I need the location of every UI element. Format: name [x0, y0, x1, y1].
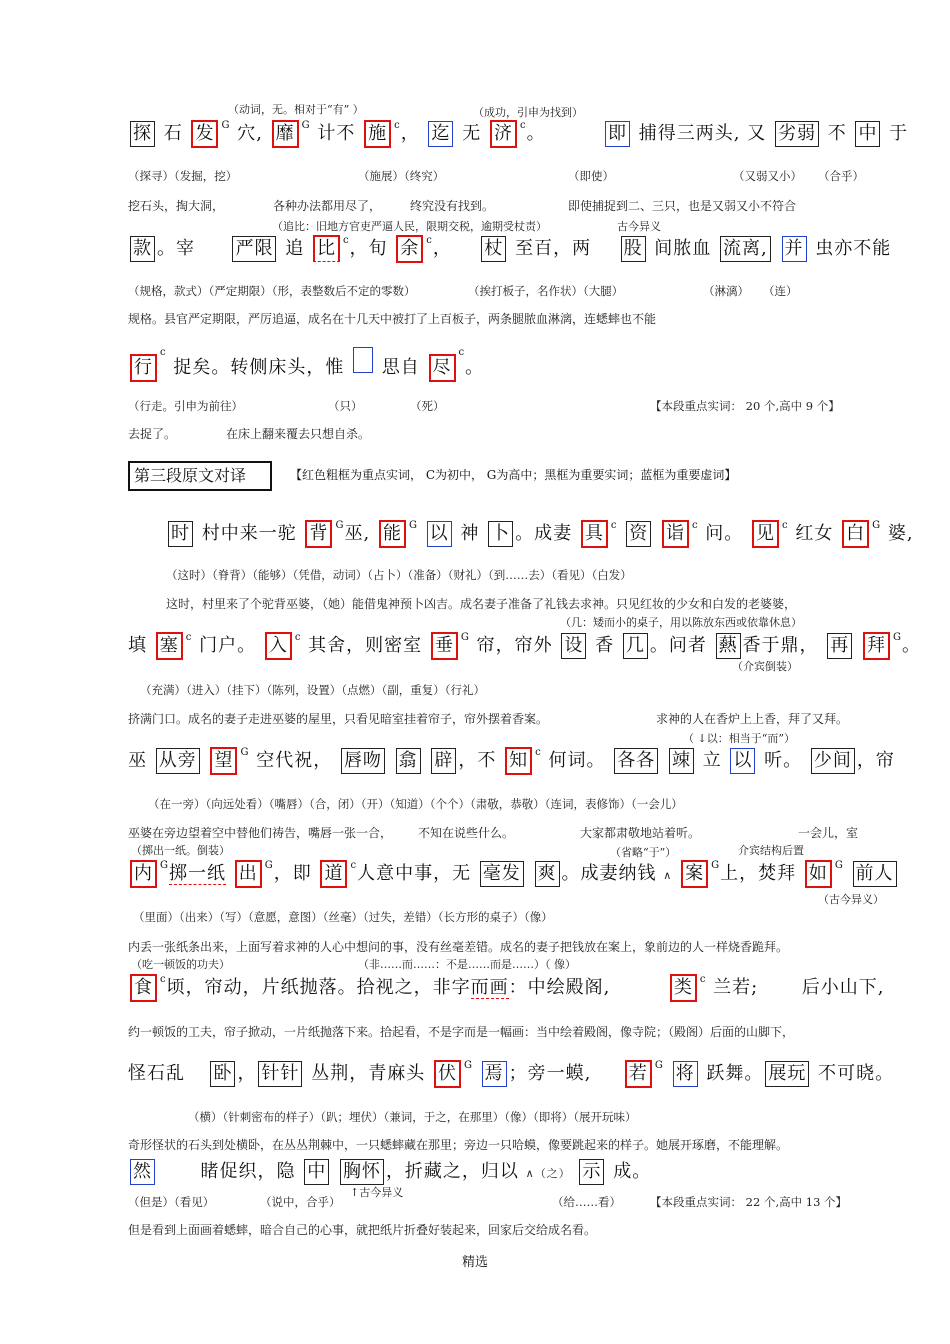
word: 。成妻纳钱 — [561, 863, 657, 884]
word: 从旁 — [156, 748, 200, 774]
word: ，折藏之，归以 — [385, 1161, 519, 1182]
word: ， — [237, 1063, 257, 1084]
word: 成。 — [613, 1161, 652, 1182]
grade-mark: c — [610, 520, 618, 531]
translation-line: 挤满门口。成名的妻子走进巫婆的屋里，只看见暗室挂着帘子，帘外摆着香案。 求神的人在香炉上上香，拜了又拜。 — [128, 712, 849, 726]
grade-mark: G — [654, 1060, 664, 1071]
source-line — [128, 1159, 880, 1185]
grade-mark: c — [426, 235, 433, 246]
grade-mark: G — [463, 1060, 473, 1071]
source-line — [166, 520, 914, 548]
grade-mark: G — [221, 120, 231, 131]
key-word: 内 — [130, 860, 157, 888]
word: 间脓血 — [654, 238, 712, 259]
gloss-line: （横）（针刺密布的样子）（趴；埋伏）（兼词，于之，在那里）（像）（即将）（展开玩味） — [188, 1110, 637, 1124]
key-word: 食 — [130, 974, 157, 1002]
word: 帘，帘外 — [476, 635, 553, 656]
word: 爇 — [716, 633, 741, 659]
grade-mark: c — [342, 235, 350, 246]
annotation: （追比：旧地方官吏严逼人民，限期交税，逾期受杖责） — [272, 220, 547, 233]
word: 不可晓。 — [818, 1063, 895, 1084]
grade-mark: G — [711, 860, 721, 871]
source-line — [128, 1060, 895, 1088]
key-word: 尽 — [429, 354, 456, 382]
word: 。 — [465, 357, 485, 378]
source-line — [128, 747, 895, 775]
gloss-line: （但是）（看见） （说中，合乎） （给……看） 【本段重点实词： 22 个,高中 13 个】 — [128, 1195, 848, 1209]
key-word: 背 — [305, 520, 332, 548]
word: 兰若; — [713, 977, 759, 998]
function-word: 以 — [427, 521, 452, 547]
source-line — [128, 235, 892, 263]
word: 填 — [128, 635, 147, 656]
translation-line: 挖石头，掏大洞， 各种办法都用尽了， 终究没有找到。 即使捕捉到二、三只，也是又弱又小不符合 — [128, 199, 797, 213]
word: 香于鼎， — [742, 635, 819, 656]
annotation: 古今异义 — [617, 220, 661, 233]
gloss-line: （规格，款式）（严定期限）（形，表整数后不定的零数） （挨打板子，名作状）（大腿） （淋漓） （连） — [128, 284, 798, 298]
word: 严限 — [232, 236, 276, 262]
word: 竦 — [669, 748, 694, 774]
word: 穴, — [237, 123, 263, 144]
translation-line: 约一顿饭的工夫，帘子掀动，一片纸抛落下来。拾起看，不是字而是一幅画：当中绘着殿阁，像寺院；（殿阁）后面的山脚下， — [128, 1025, 795, 1039]
key-word: 类 — [670, 974, 697, 1002]
omitted-word: （之） — [534, 1167, 571, 1180]
key-word: 行 — [130, 354, 157, 382]
key-word: 靡 — [272, 120, 299, 148]
word: 空代祝， — [256, 750, 333, 771]
word: 展玩 — [765, 1061, 809, 1087]
word: 。 — [526, 123, 546, 144]
word: 资 — [626, 521, 651, 547]
word: 卧 — [210, 1061, 235, 1087]
annotation: （非……而……：不是……而是……）（ 像） — [358, 958, 576, 971]
grade-mark: G — [301, 120, 311, 131]
grade-mark: G — [160, 860, 169, 871]
word: 后小山下, — [801, 977, 885, 998]
annotation: （ ↓以：相当于“而”） — [683, 732, 795, 745]
key-word: 伏 — [434, 1060, 461, 1088]
grade-mark: c — [519, 120, 527, 131]
function-word-blank — [353, 347, 373, 373]
word: 顷，帘动，片纸抛落。拾视之，非字 — [166, 977, 471, 998]
key-word: 余 — [396, 235, 423, 263]
word: 前人 — [853, 861, 897, 887]
key-word: 如 — [805, 860, 832, 888]
word: 。问者 — [649, 635, 707, 656]
grade-mark: c — [160, 347, 167, 358]
word: 婆, — [887, 523, 914, 544]
annotation: （动词，无。相对于“有” ） — [228, 103, 364, 116]
word: 至百，两 — [515, 238, 592, 259]
word: 丛荆，青麻头 — [311, 1063, 426, 1084]
word: 。 — [902, 635, 922, 656]
grade-mark: G — [893, 632, 903, 643]
word: ，不 — [458, 750, 497, 771]
grade-mark: c — [699, 974, 707, 985]
word: 跃舞。 — [706, 1063, 764, 1084]
translation-line: 内丢一张纸条出来，上面写着求神的人心中想问的事，没有丝毫差错。成名的妻子把钱放在案上，象前边的人一样烧香跪拜。 — [128, 940, 789, 954]
word: ，帘 — [856, 750, 895, 771]
key-word: 出 — [235, 860, 262, 888]
section-title: 第三段原文对译 — [128, 461, 272, 491]
word: 流离, — [720, 236, 771, 262]
source-line — [128, 120, 909, 148]
word: ， — [400, 123, 420, 144]
function-word: 即 — [605, 121, 630, 147]
annotation: 介宾结构后置 — [738, 844, 804, 857]
word: 中事，无 — [395, 863, 472, 884]
translation-line: 规格。县官严定期限，严厉追逼，成名在十几天中被打了上百板子，两条腿脓血淋漓，连蟋蟀也不能 — [128, 312, 657, 326]
word: ；旁一蟆, — [508, 1063, 592, 1084]
word: 胸怀 — [340, 1159, 384, 1185]
word: 劣弱 — [775, 121, 819, 147]
annotation: （介宾倒装） — [732, 660, 798, 673]
word: 人意 — [357, 863, 396, 884]
grade-mark: c — [458, 347, 466, 358]
word: ，旬 — [349, 238, 388, 259]
word: 几 — [623, 633, 648, 659]
grade-mark: c — [535, 747, 542, 758]
word: 门户。 — [199, 635, 257, 656]
word: 问。 — [705, 523, 744, 544]
word: 设 — [561, 633, 586, 659]
word: 唇吻 — [341, 748, 385, 774]
word: ， — [432, 238, 452, 259]
word: 中 — [855, 121, 880, 147]
function-word: 并 — [782, 236, 807, 262]
word: 怪石乱 — [128, 1063, 185, 1084]
grade-mark: c — [294, 632, 302, 643]
translation-line: 去捉了。 在床上翻来覆去只想自杀。 — [128, 427, 371, 441]
word: 。宰 — [157, 238, 195, 259]
word: 何词。 — [548, 750, 606, 771]
grade-mark: G — [872, 520, 882, 531]
key-word: 知 — [505, 747, 532, 775]
word: 虫亦不能 — [815, 238, 892, 259]
word: 村中来一驼 — [201, 523, 297, 544]
grade-mark: G — [335, 520, 345, 531]
word: 无 — [462, 123, 482, 144]
key-word: 若 — [625, 1060, 652, 1088]
grade-mark: G — [408, 520, 418, 531]
grade-mark: c — [185, 632, 193, 643]
source-line — [128, 347, 880, 382]
word: ，即 — [273, 863, 312, 884]
word: 巫, — [344, 523, 371, 544]
key-word: 能 — [379, 520, 406, 548]
word: 计不 — [317, 123, 356, 144]
omission-mark: ∧ — [525, 1167, 535, 1180]
key-word: 案 — [681, 860, 708, 888]
legend: 【红色粗框为重点实词， C为初中， G为高中；黑框为重要实词；蓝框为重要虚词】 — [290, 468, 737, 482]
word: 爽 — [535, 861, 560, 887]
word: 翕 — [396, 748, 421, 774]
key-word: 比 — [313, 235, 340, 262]
function-word: 迄 — [428, 121, 453, 147]
key-word: 见 — [752, 520, 779, 548]
gloss-line: （这时）（脊背）（能够）（凭借，动词）（占卜）（准备）（财礼）（到……去）（看见）（白发） — [166, 568, 632, 582]
word: 听。 — [764, 750, 803, 771]
translation-line: 这时，村里来了个驼背巫婆，（她）能借鬼神预卜凶吉。成名妻子准备了礼钱去求神。只见红妆的少女和白发的老婆婆， — [166, 597, 797, 611]
word: 又 — [747, 123, 767, 144]
word: 中 — [304, 1159, 329, 1185]
word: 再 — [827, 633, 852, 659]
word: 上，焚拜 — [720, 863, 797, 884]
word: 卜 — [488, 521, 513, 547]
gloss-line: （行走。引申为前往） （只） （死） 【本段重点实词： 20 个,高中 9 个】 — [128, 399, 840, 413]
key-word: 发 — [191, 120, 218, 148]
grade-mark: c — [782, 520, 789, 531]
annotation: （吃一顿饭的功夫） — [131, 958, 230, 971]
word: 思自 — [381, 357, 420, 378]
source-line — [128, 632, 922, 660]
word: 石 — [163, 123, 183, 144]
word: 其舍，则密室 — [308, 635, 423, 656]
grade-mark: c — [394, 120, 401, 131]
key-word: 白 — [842, 520, 869, 548]
key-word: 塞 — [156, 632, 183, 660]
key-word: 入 — [265, 632, 292, 660]
word: 探 — [130, 121, 155, 147]
gloss-line: （里面）（出来）（写）（意愿，意图）（丝毫）（过失，差错）（长方形的桌子）（像） — [133, 910, 553, 924]
annotation: （古今异义） — [818, 893, 884, 906]
word: 而画 — [470, 977, 509, 998]
grade-mark: c — [350, 860, 358, 871]
function-word: 焉 — [482, 1061, 507, 1087]
annotation: （几：矮而小的桌子，用以陈放东西或依靠休息） — [560, 616, 802, 629]
key-word: 道 — [320, 860, 347, 888]
annotation: ↑古今异义 — [350, 1186, 404, 1199]
gloss-line: （探寻）（发掘，挖） （施展）（终究） （即使） （又弱又小） （合乎） — [128, 169, 864, 183]
word: 捉矣。转侧床头，惟 — [173, 357, 345, 378]
word: 不 — [827, 123, 847, 144]
word: 毫发 — [480, 861, 524, 887]
word: ：中绘殿阁, — [508, 977, 611, 998]
word: 。成妻 — [515, 523, 573, 544]
word: 香 — [595, 635, 615, 656]
word: 巫 — [128, 750, 147, 771]
grade-mark: G — [834, 860, 844, 871]
grade-mark: G — [264, 860, 274, 871]
annotation: （掷出一纸。倒装） — [131, 844, 230, 857]
footer: 精选 — [461, 1255, 488, 1270]
key-word: 垂 — [431, 632, 458, 660]
word: 杖 — [481, 236, 506, 262]
word: 股 — [621, 236, 646, 262]
key-word: 拜 — [863, 632, 890, 660]
word: 时 — [168, 521, 193, 547]
word: 睹促织，隐 — [200, 1161, 296, 1182]
annotation: （成功，引申为找到） — [473, 106, 583, 119]
word: 立 — [702, 750, 722, 771]
key-word: 济 — [490, 120, 517, 148]
grade-mark: G — [240, 747, 250, 758]
translation-line: 但是看到上面画着蟋蟀，暗合自己的心事，就把纸片折叠好装起来，回家后交给成名看。 — [128, 1223, 597, 1237]
key-word: 望 — [210, 747, 237, 775]
word: 神 — [460, 523, 480, 544]
function-word: 以 — [730, 748, 755, 774]
word: 针针 — [258, 1061, 302, 1087]
source-line — [128, 974, 885, 1002]
word: 各各 — [614, 748, 658, 774]
word: 款 — [130, 236, 155, 262]
translation-line: 奇形怪状的石头到处横卧，在丛丛荆棘中，一只蟋蟀藏在那里；旁边一只哈蟆，像要跳起来的样子。她展开琢磨，不能理解。 — [128, 1138, 789, 1152]
word: 掷一纸 — [169, 863, 226, 884]
function-word: 然 — [130, 1159, 155, 1185]
gloss-line: （在一旁）（向远处看）（嘴唇）（合，闭）（开）（知道）（个个）（肃敬，恭敬）（连词，表修饰）（一会儿） — [148, 797, 683, 811]
word: 少间 — [811, 748, 855, 774]
word: 捕得三两头, — [638, 123, 741, 144]
grade-mark: c — [160, 974, 167, 985]
key-word: 具 — [581, 520, 608, 548]
source-line — [128, 860, 894, 888]
key-word: 诣 — [662, 520, 689, 548]
gloss-line: （充满）（进入）（挂下）（陈列，设置）（点燃）（副，重复）（行礼） — [140, 683, 485, 697]
grade-mark: G — [460, 632, 470, 643]
translation-line: 巫婆在旁边望着空中替他们祷告，嘴唇一张一合， 不知在说些什么。 大家都肃敬地站着听。 一会儿，室 — [128, 826, 859, 840]
word: 示 — [579, 1159, 604, 1185]
key-word: 施 — [364, 120, 391, 148]
annotation: （省略“于”） — [610, 846, 677, 859]
grade-mark: c — [691, 520, 699, 531]
word: 于 — [889, 123, 909, 144]
word: 红女 — [795, 523, 834, 544]
word: 辟 — [431, 748, 456, 774]
omission-mark: ∧ — [663, 869, 673, 882]
word: 追 — [285, 238, 305, 259]
function-word: 将 — [673, 1061, 698, 1087]
